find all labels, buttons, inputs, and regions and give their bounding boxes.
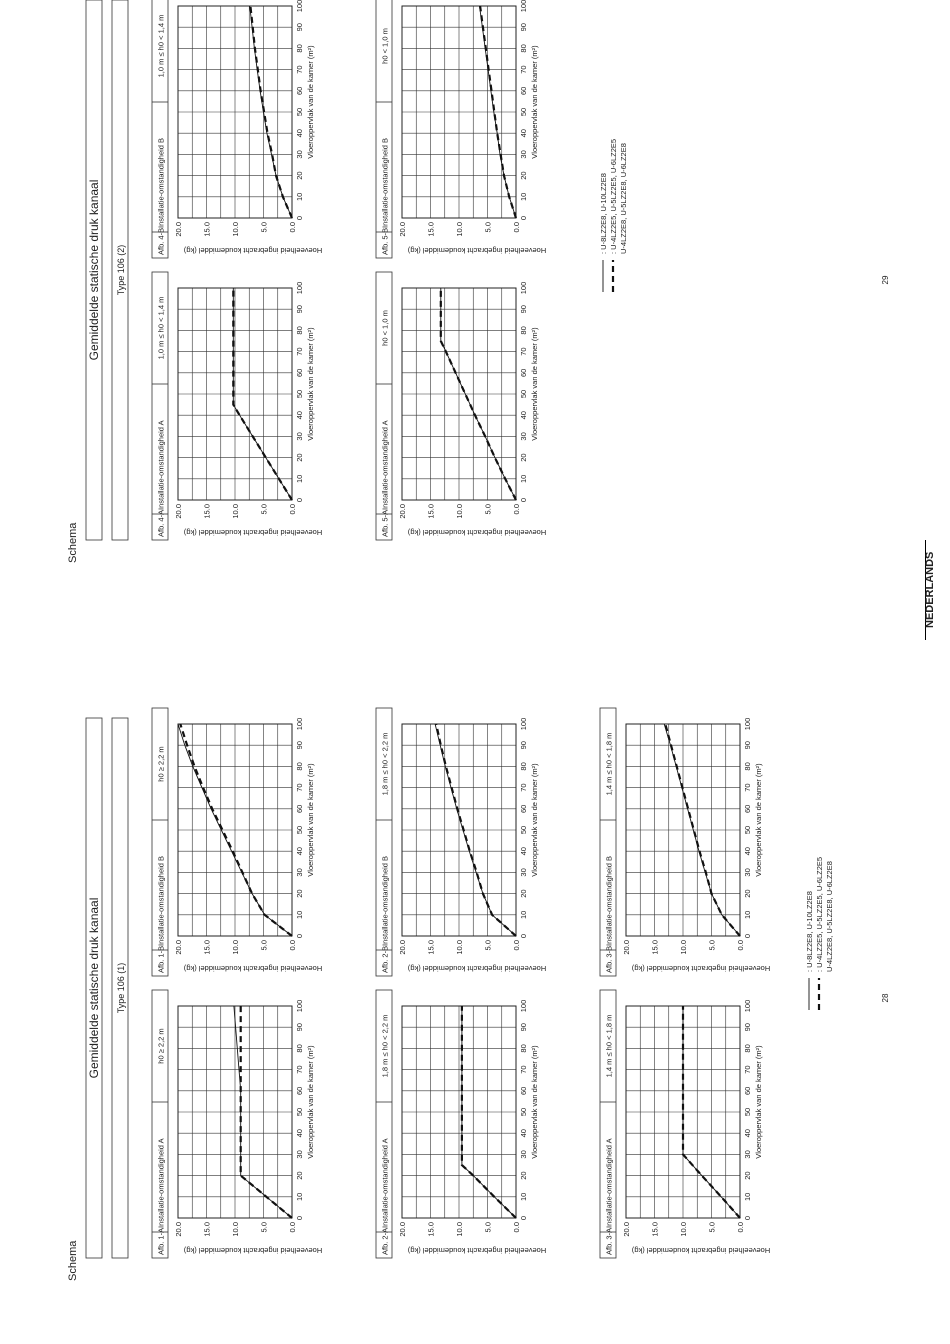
x-tick-label: 10 [519, 192, 528, 201]
x-axis-label: Vloeroppervlak van de kamer (m²) [754, 763, 763, 877]
x-tick-label: 100 [295, 0, 304, 13]
x-tick-label: 90 [519, 1023, 528, 1032]
x-tick-label: 20 [519, 171, 528, 180]
y-tick-label: 5.0 [483, 504, 493, 515]
y-tick-label: 20.0 [174, 504, 183, 519]
y-tick-label: 5.0 [707, 940, 717, 951]
y-tick-label: 10.0 [455, 222, 464, 237]
y-axis-label: Hoeveelheid ingebracht koudemiddel (kg) [407, 964, 547, 973]
x-tick-label: 50 [295, 389, 304, 399]
legend-label: : U-8LZ2E8, U-10LZ2E8 [599, 173, 608, 254]
x-axis-label: Vloeroppervlak van de kamer (m²) [530, 763, 539, 877]
y-tick-label: 20.0 [398, 1222, 407, 1237]
x-tick-label: 70 [519, 783, 528, 792]
y-tick-label: 10.0 [455, 940, 464, 955]
x-tick-label: 80 [295, 44, 304, 53]
x-axis-label: Vloeroppervlak van de kamer (m²) [754, 1045, 763, 1159]
y-tick-label: 15.0 [202, 940, 212, 955]
panel-height: 1,4 m ≤ h0 < 1,8 m [604, 732, 614, 796]
chart-panel-2a [376, 990, 546, 1258]
chart-panel-1b [152, 708, 322, 976]
panel-id: Afb. 3-A [604, 1227, 614, 1255]
x-tick-label: 10 [519, 474, 528, 483]
x-tick-label: 20 [295, 889, 304, 898]
panel-id: Afb. 4-A [156, 509, 166, 537]
y-tick-label: 15.0 [202, 1222, 212, 1237]
y-tick-label: 20.0 [174, 940, 183, 955]
x-tick-label: 70 [519, 347, 528, 356]
legend-label: U-4LZ2E8, U-5LZ2E8, U-6LZ2E8 [619, 143, 628, 254]
x-tick-label: 10 [743, 910, 752, 919]
x-tick-label: 0 [519, 215, 528, 221]
x-tick-label: 10 [295, 192, 304, 201]
y-tick-label: 10.0 [231, 504, 240, 519]
page-2 [67, 0, 890, 563]
x-tick-label: 80 [743, 1044, 752, 1053]
x-tick-label: 100 [295, 281, 304, 295]
x-tick-label: 100 [519, 0, 528, 13]
y-tick-label: 0.0 [736, 940, 745, 951]
x-tick-label: 70 [519, 65, 528, 74]
x-tick-label: 0 [519, 497, 528, 503]
x-tick-label: 80 [295, 1044, 304, 1053]
x-tick-label: 30 [743, 1150, 752, 1159]
y-axis-label: Hoeveelheid ingebracht koudemiddel (kg) [407, 246, 547, 255]
x-tick-label: 40 [295, 847, 304, 856]
y-axis-label: Hoeveelheid ingebracht koudemiddel (kg) [407, 528, 547, 537]
x-tick-label: 90 [295, 305, 304, 314]
x-tick-label: 10 [519, 1192, 528, 1201]
panel-id: Afb. 5-A [380, 509, 390, 537]
panel-condition: Installatie-omstandigheid A [604, 1138, 614, 1228]
x-tick-label: 100 [295, 717, 304, 731]
panel-height: h0 ≥ 2,2 m [156, 1028, 166, 1064]
y-tick-label: 20.0 [622, 940, 631, 955]
y-axis-label: Hoeveelheid ingebracht koudemiddel (kg) [183, 246, 323, 255]
x-tick-label: 0 [295, 215, 304, 221]
x-tick-label: 0 [295, 933, 304, 939]
x-tick-label: 90 [295, 1023, 304, 1032]
x-tick-label: 60 [519, 1086, 528, 1095]
y-tick-label: 0.0 [288, 504, 297, 515]
x-tick-label: 70 [743, 1065, 752, 1074]
x-tick-label: 30 [295, 432, 304, 441]
page-number: 29 [881, 275, 890, 285]
page-number: 28 [881, 993, 890, 1003]
y-tick-label: 0.0 [288, 1222, 297, 1233]
y-tick-label: 5.0 [259, 940, 269, 951]
panel-id: Afb. 5-B [380, 227, 390, 255]
y-tick-label: 0.0 [512, 222, 521, 233]
x-tick-label: 40 [295, 411, 304, 420]
x-tick-label: 0 [295, 497, 304, 503]
panel-condition: Installatie-omstandigheid A [380, 420, 390, 510]
panel-height: 1,8 m ≤ h0 < 2,2 m [380, 1014, 390, 1078]
chart-panel-5a [376, 272, 546, 540]
panel-height: 1,4 m ≤ h0 < 1,8 m [604, 1014, 614, 1078]
x-tick-label: 90 [295, 741, 304, 750]
legend-label: : U-4LZ2E5, U-5LZ2E5, U-6LZ2E5 [815, 856, 824, 972]
x-tick-label: 50 [519, 389, 528, 399]
x-tick-label: 0 [519, 1215, 528, 1221]
x-tick-label: 20 [743, 889, 752, 898]
y-tick-label: 5.0 [259, 222, 269, 233]
panel-condition: Installatie-omstandigheid B [604, 855, 614, 946]
chart-panel-3b [600, 708, 770, 976]
y-tick-label: 0.0 [736, 1222, 745, 1233]
x-tick-label: 10 [295, 910, 304, 919]
x-tick-label: 70 [295, 65, 304, 74]
language-tab [925, 540, 950, 640]
x-tick-label: 60 [743, 804, 752, 813]
x-tick-label: 20 [295, 171, 304, 180]
legend-label: U-4LZ2E8, U-5LZ2E8, U-6LZ2E8 [825, 861, 834, 972]
panel-height: 1,0 m ≤ h0 < 1,4 m [156, 14, 166, 78]
x-tick-label: 50 [519, 825, 528, 835]
page-1 [67, 708, 890, 1281]
y-tick-label: 15.0 [426, 1222, 436, 1237]
x-tick-label: 90 [743, 741, 752, 750]
y-tick-label: 20.0 [174, 1222, 183, 1237]
panel-condition: Installatie-omstandigheid B [156, 137, 166, 228]
y-tick-label: 20.0 [174, 222, 183, 237]
y-tick-label: 15.0 [426, 504, 436, 519]
y-tick-label: 10.0 [231, 940, 240, 955]
panel-condition: Installatie-omstandigheid A [156, 420, 166, 510]
panel-id: Afb. 1-B [156, 945, 166, 973]
y-tick-label: 5.0 [259, 504, 269, 515]
x-tick-label: 40 [295, 1129, 304, 1138]
page-title: Gemiddelde statische druk kanaal [87, 179, 101, 361]
y-axis-label: Hoeveelheid ingebracht koudemiddel (kg) [631, 1246, 771, 1255]
panel-height: h0 < 1,0 m [380, 310, 390, 346]
y-tick-label: 0.0 [512, 1222, 521, 1233]
x-tick-label: 0 [519, 933, 528, 939]
y-tick-label: 5.0 [707, 1222, 717, 1233]
x-tick-label: 20 [519, 889, 528, 898]
x-tick-label: 90 [519, 305, 528, 314]
x-tick-label: 0 [295, 1215, 304, 1221]
x-tick-label: 70 [295, 347, 304, 356]
x-tick-label: 40 [519, 847, 528, 856]
x-axis-label: Vloeroppervlak van de kamer (m²) [530, 45, 539, 159]
y-tick-label: 5.0 [259, 1222, 269, 1233]
y-tick-label: 10.0 [455, 1222, 464, 1237]
y-tick-label: 10.0 [679, 940, 688, 955]
x-tick-label: 50 [519, 107, 528, 117]
x-tick-label: 40 [743, 847, 752, 856]
x-tick-label: 60 [295, 1086, 304, 1095]
x-tick-label: 80 [519, 1044, 528, 1053]
x-tick-label: 20 [295, 1171, 304, 1180]
y-tick-label: 15.0 [426, 222, 436, 237]
legend [599, 139, 628, 292]
x-tick-label: 70 [295, 1065, 304, 1074]
x-tick-label: 0 [743, 1215, 752, 1221]
x-tick-label: 40 [519, 1129, 528, 1138]
x-tick-label: 90 [295, 23, 304, 32]
chart-panel-5b [376, 0, 546, 258]
y-tick-label: 5.0 [483, 1222, 493, 1233]
panel-height: h0 ≥ 2,2 m [156, 746, 166, 782]
x-tick-label: 20 [519, 453, 528, 462]
legend-label: : U-4LZ2E5, U-5LZ2E5, U-6LZ2E5 [609, 138, 618, 254]
y-axis-label: Hoeveelheid ingebracht koudemiddel (kg) [631, 964, 771, 973]
legend-label: : U-8LZ2E8, U-10LZ2E8 [805, 891, 814, 972]
x-axis-label: Vloeroppervlak van de kamer (m²) [306, 327, 315, 441]
x-tick-label: 10 [519, 910, 528, 919]
panel-condition: Installatie-omstandigheid A [156, 1138, 166, 1228]
y-tick-label: 20.0 [622, 1222, 631, 1237]
x-tick-label: 100 [519, 717, 528, 731]
x-tick-label: 80 [295, 326, 304, 335]
schema-heading: Schema [67, 522, 79, 563]
y-axis-label: Hoeveelheid ingebracht koudemiddel (kg) [183, 528, 323, 537]
x-tick-label: 30 [519, 868, 528, 877]
x-tick-label: 30 [519, 150, 528, 159]
x-tick-label: 40 [519, 129, 528, 138]
x-axis-label: Vloeroppervlak van de kamer (m²) [306, 763, 315, 877]
x-tick-label: 30 [295, 1150, 304, 1159]
panel-condition: Installatie-omstandigheid B [156, 855, 166, 946]
panel-id: Afb. 2-A [380, 1227, 390, 1255]
y-tick-label: 15.0 [202, 504, 212, 519]
x-tick-label: 90 [519, 23, 528, 32]
chart-panel-1a [152, 990, 322, 1258]
x-tick-label: 40 [519, 411, 528, 420]
y-axis-label: Hoeveelheid ingebracht koudemiddel (kg) [407, 1246, 547, 1255]
x-axis-label: Vloeroppervlak van de kamer (m²) [530, 327, 539, 441]
panel-height: 1,0 m ≤ h0 < 1,4 m [156, 296, 166, 360]
x-tick-label: 50 [295, 825, 304, 835]
x-tick-label: 50 [743, 825, 752, 835]
x-tick-label: 100 [743, 717, 752, 731]
y-tick-label: 15.0 [202, 222, 212, 237]
y-tick-label: 0.0 [512, 504, 521, 515]
x-tick-label: 60 [519, 86, 528, 95]
chart-panel-3a [600, 990, 770, 1258]
panel-condition: Installatie-omstandigheid A [380, 1138, 390, 1228]
y-tick-label: 10.0 [679, 1222, 688, 1237]
x-tick-label: 30 [519, 1150, 528, 1159]
x-tick-label: 80 [519, 326, 528, 335]
x-tick-label: 70 [295, 783, 304, 792]
x-tick-label: 100 [519, 999, 528, 1013]
x-tick-label: 60 [295, 86, 304, 95]
x-tick-label: 100 [295, 999, 304, 1013]
x-tick-label: 60 [295, 804, 304, 813]
x-tick-label: 70 [743, 783, 752, 792]
language-tab-label: NEDERLANDS [924, 551, 936, 629]
panel-condition: Installatie-omstandigheid B [380, 137, 390, 228]
chart-panel-2b [376, 708, 546, 976]
x-tick-label: 60 [295, 368, 304, 377]
x-tick-label: 80 [519, 44, 528, 53]
x-tick-label: 10 [295, 474, 304, 483]
y-tick-label: 10.0 [231, 1222, 240, 1237]
x-tick-label: 10 [743, 1192, 752, 1201]
x-tick-label: 20 [295, 453, 304, 462]
chart-panel-4b [152, 0, 322, 258]
x-tick-label: 100 [519, 281, 528, 295]
x-tick-label: 60 [519, 368, 528, 377]
x-tick-label: 100 [743, 999, 752, 1013]
panel-id: Afb. 1-A [156, 1227, 166, 1255]
x-tick-label: 80 [519, 762, 528, 771]
x-tick-label: 30 [743, 868, 752, 877]
x-axis-label: Vloeroppervlak van de kamer (m²) [530, 1045, 539, 1159]
y-tick-label: 10.0 [231, 222, 240, 237]
panel-id: Afb. 4-B [156, 227, 166, 255]
x-tick-label: 0 [743, 933, 752, 939]
y-tick-label: 0.0 [288, 940, 297, 951]
x-tick-label: 20 [743, 1171, 752, 1180]
y-tick-label: 20.0 [398, 222, 407, 237]
y-axis-label: Hoeveelheid ingebracht koudemiddel (kg) [183, 1246, 323, 1255]
y-tick-label: 15.0 [650, 1222, 660, 1237]
x-tick-label: 30 [519, 432, 528, 441]
y-tick-label: 20.0 [398, 940, 407, 955]
x-tick-label: 40 [295, 129, 304, 138]
y-tick-label: 20.0 [398, 504, 407, 519]
x-tick-label: 90 [743, 1023, 752, 1032]
x-tick-label: 50 [295, 1107, 304, 1117]
type-label: Type 106 (1) [116, 962, 126, 1014]
panel-condition: Installatie-omstandigheid B [380, 855, 390, 946]
x-tick-label: 30 [295, 868, 304, 877]
panel-id: Afb. 3-B [604, 945, 614, 973]
y-axis-label: Hoeveelheid ingebracht koudemiddel (kg) [183, 964, 323, 973]
x-tick-label: 50 [519, 1107, 528, 1117]
x-tick-label: 50 [295, 107, 304, 117]
x-axis-label: Vloeroppervlak van de kamer (m²) [306, 45, 315, 159]
y-tick-label: 15.0 [426, 940, 436, 955]
legend [805, 857, 834, 1010]
x-tick-label: 20 [519, 1171, 528, 1180]
x-axis-label: Vloeroppervlak van de kamer (m²) [306, 1045, 315, 1159]
x-tick-label: 40 [743, 1129, 752, 1138]
x-tick-label: 10 [295, 1192, 304, 1201]
y-tick-label: 5.0 [483, 222, 493, 233]
panel-height: 1,8 m ≤ h0 < 2,2 m [380, 732, 390, 796]
x-tick-label: 50 [743, 1107, 752, 1117]
x-tick-label: 90 [519, 741, 528, 750]
x-tick-label: 80 [295, 762, 304, 771]
y-tick-label: 10.0 [455, 504, 464, 519]
panel-height: h0 < 1,0 m [380, 28, 390, 64]
schema-heading: Schema [67, 1240, 79, 1281]
x-tick-label: 30 [295, 150, 304, 159]
x-tick-label: 60 [743, 1086, 752, 1095]
panel-id: Afb. 2-B [380, 945, 390, 973]
y-tick-label: 0.0 [288, 222, 297, 233]
chart-panel-4a [152, 272, 322, 540]
y-tick-label: 5.0 [483, 940, 493, 951]
type-label: Type 106 (2) [116, 244, 126, 296]
page-title: Gemiddelde statische druk kanaal [87, 897, 101, 1079]
x-tick-label: 70 [519, 1065, 528, 1074]
x-tick-label: 60 [519, 804, 528, 813]
y-tick-label: 15.0 [650, 940, 660, 955]
y-tick-label: 0.0 [512, 940, 521, 951]
x-tick-label: 80 [743, 762, 752, 771]
